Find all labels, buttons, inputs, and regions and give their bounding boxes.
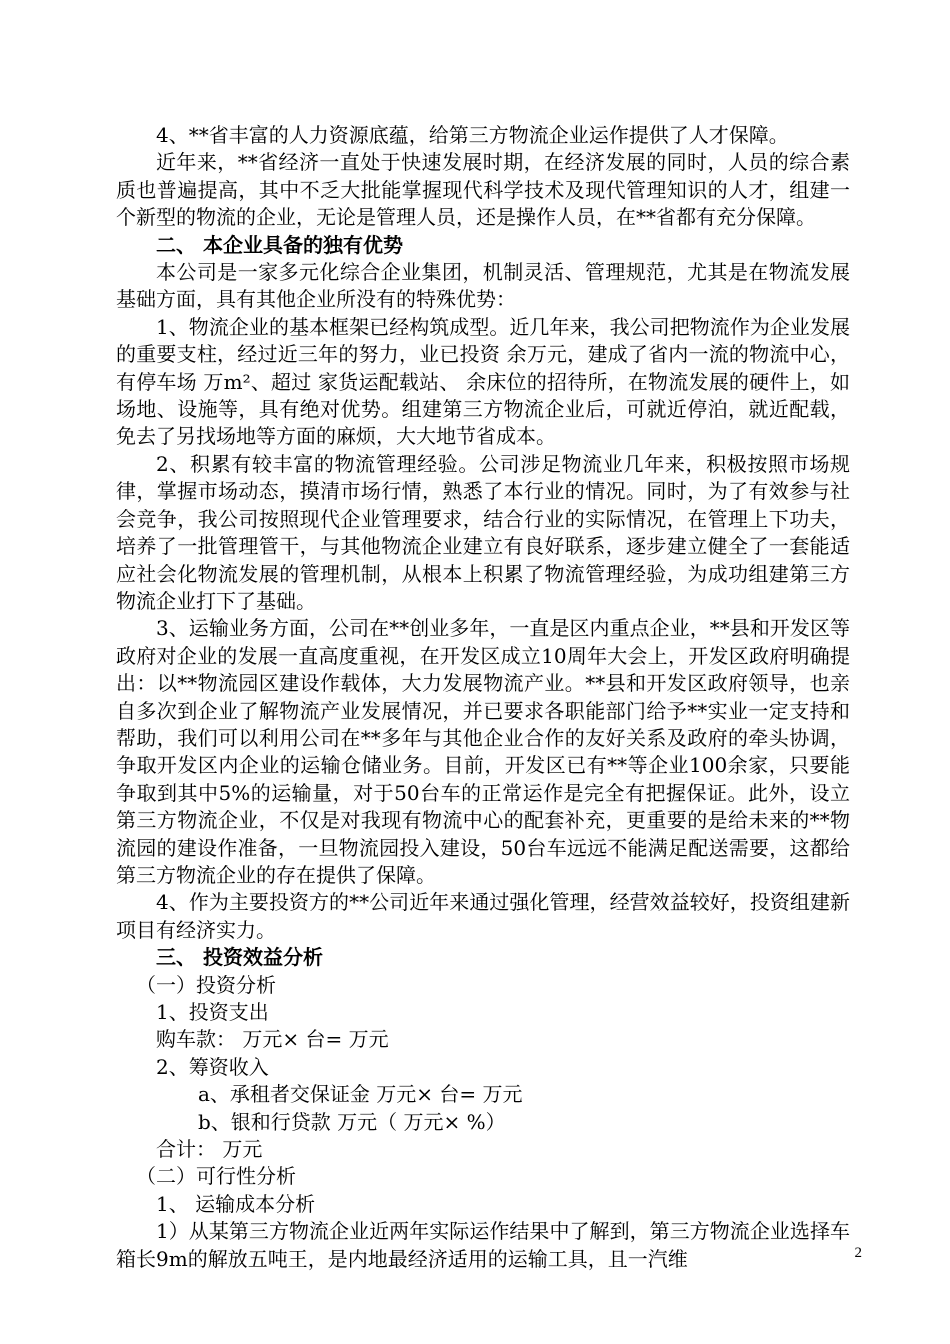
paragraph: 本公司是一家多元化综合企业集团，机制灵活、管理规范，尤其是在物流发展基础方面，具有其他企业所没有的特殊优势：	[116, 260, 850, 312]
paragraph: 4、作为主要投资方的**公司近年来通过强化管理，经营效益较好，投资组建新项目有经济实力。	[116, 890, 850, 942]
list-item: 1、投资支出	[156, 1000, 269, 1024]
list-item: a、承租者交保证金 万元× 台= 万元	[198, 1082, 523, 1107]
paragraph: 近年来，**省经济一直处于快速发展时期，在经济发展的同时，人员的综合素质也普遍提高，其中不乏大批能掌握现代科学技术及现代管理知识的人才，组建一个新型的物流的企业，无论是管理人员，还是操作人员，在**省都有充分保障。	[116, 150, 850, 230]
paragraph: 3、运输业务方面，公司在**创业多年，一直是区内重点企业，**县和开发区等政府对企业的发展一直高度重视，在开发区成立10周年大会上，开发区政府明确提出：以**物流园区建设作载体，大力发展物流产业。**县和开发区政府领导，也亲自多次到企业了解物流产业发展情况，并已要求各职能部门给予**实业一定支持和帮助，我们可以利用公司在**多年与其他企业合作的友好关系及政府的牵头协调，争取开发区内企业的运输仓储业务。目前，开发区已有**等企业100余家，只要能争取到其中5%的运输量，对于50台车的正常运作是完全有把握保证。此外，设立第三方物流企业，不仅是对我现有物流中心的配套补充，更重要的是给未来的**物流园的建设作准备，一旦物流园投入建设，50台车远远不能满足配送需要，这都给第三方物流企业的存在提供了保障。	[116, 616, 850, 887]
list-item: 购车款： 万元× 台= 万元	[156, 1027, 389, 1052]
list-item: 1、 运输成本分析	[156, 1191, 316, 1216]
paragraph: 2、积累有较丰富的物流管理经验。公司涉足物流业几年来，积极按照市场规律，掌握市场动态，摸清市场行情，熟悉了本行业的情况。同时，为了有效参与社会竞争，我公司按照现代企业管理要求，结合行业的实际情况，在管理上下功夫，培养了一批管理管干，与其他物流企业建立有良好联系，逐步建立健全了一套能适应社会化物流发展的管理机制，从根本上积累了物流管理经验，为成功组建第三方物流企业打下了基础。	[116, 451, 850, 613]
list-item: 2、筹资收入	[156, 1054, 269, 1079]
subsection-heading: （二）可行性分析	[136, 1164, 296, 1189]
list-item: 合计： 万元	[156, 1137, 263, 1162]
section-heading: 三、 投资效益分析	[156, 945, 323, 970]
paragraph: 1）从某第三方物流企业近两年实际运作结果中了解到，第三方物流企业选择车箱长9m的解放五吨王，是内地最经济适用的运输工具，且一汽维	[116, 1219, 850, 1271]
paragraph: 1、物流企业的基本框架已经构筑成型。近几年来，我公司把物流作为企业发展的重要支柱，经过近三年的努力，业已投资 余万元，建成了省内一流的物流中心，有停车场 万m²、超过 家货运配载站、 余床位的招待所，在物流发展的硬件上，如场地、设施等，具有绝对优势。组建第三方物流企业后，可就近停泊，就近配载，免去了另找场地等方面的麻烦，大大地节省成本。	[116, 314, 850, 449]
list-item: b、银和行贷款 万元（ 万元× %）	[198, 1109, 506, 1134]
paragraph: 4、**省丰富的人力资源底蕴，给第三方物流企业运作提供了人才保障。	[156, 123, 789, 147]
section-heading: 二、 本企业具备的独有优势	[156, 232, 403, 257]
subsection-heading: （一）投资分析	[136, 972, 276, 997]
page-number: 2	[854, 1245, 862, 1261]
body-text	[116, 122, 850, 1273]
